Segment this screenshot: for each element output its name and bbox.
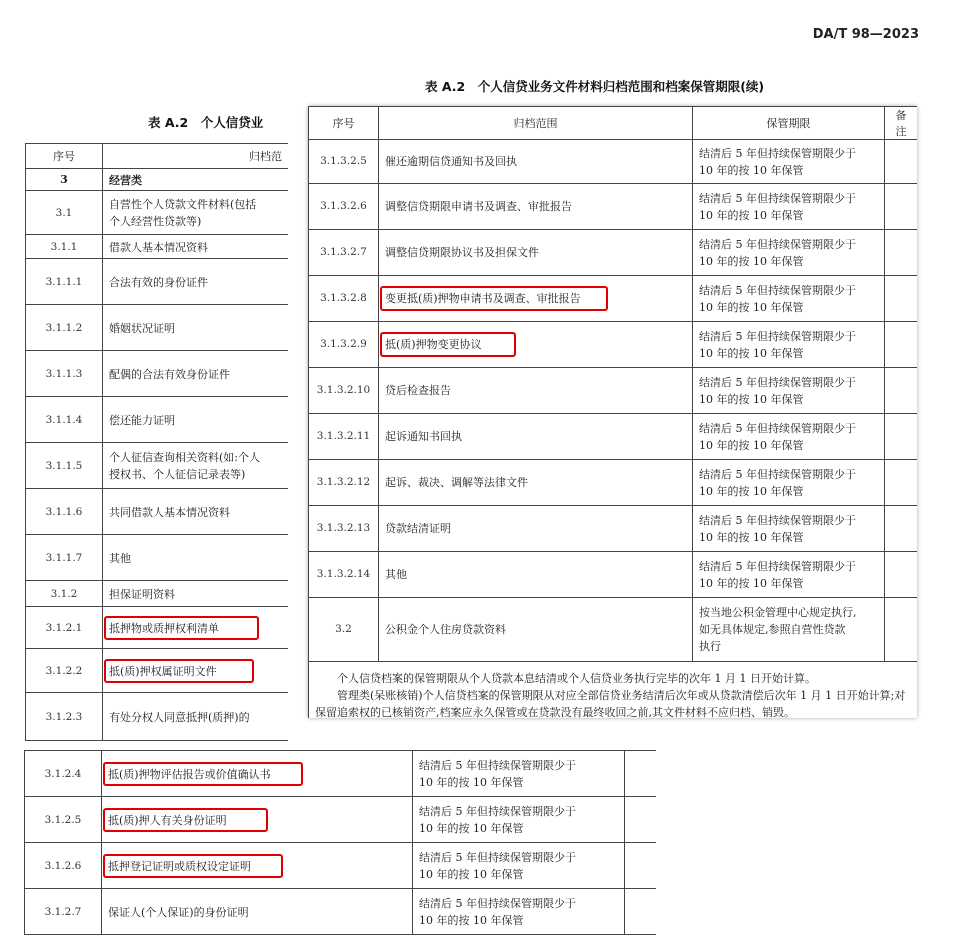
row-seq: 3.1.1.3 — [26, 351, 103, 397]
row-period — [693, 414, 885, 460]
table-row — [309, 598, 918, 662]
row-scope — [102, 843, 413, 889]
row-scope-line2: 个人经营性贷款等) — [109, 214, 202, 228]
highlight-box — [104, 855, 282, 877]
row-period-line1: 结清后 5 年但持续保管期限少于 — [419, 804, 576, 818]
highlight-box — [104, 809, 267, 831]
row-remark — [885, 276, 918, 322]
row-seq: 3.1.3.2.10 — [309, 368, 379, 414]
table-row — [26, 397, 289, 443]
row-scope-line1: 个人征信查询相关资料(如:个人 — [109, 450, 260, 464]
row-seq: 3.1.1.5 — [26, 443, 103, 489]
row-scope: 调整信贷期限协议书及担保文件 — [379, 230, 693, 276]
row-scope-text: 抵(质)押物变更协议 — [385, 338, 482, 351]
row-period — [693, 230, 885, 276]
table-row — [26, 351, 289, 397]
row-period-line2: 如无具体规定,参照自营性贷款 — [699, 623, 846, 636]
row-seq: 3.1.1.7 — [26, 535, 103, 581]
row-scope: 保证人(个人保证)的身份证明 — [102, 889, 413, 935]
front-header-period: 保管期限 — [693, 107, 885, 140]
note-paragraph-2: 管理类(呆账核销)个人信贷档案的保管期限从对应全部信贷业务结清后次年或从贷款清偿后次年 1 月 1 日开始计算;对保留追索权的已核销资产,档案应永久保管或在贷款没有最终收回之前,其文件材料不应归档、销毁。 — [315, 689, 906, 718]
row-seq: 3.1.3.2.6 — [309, 184, 379, 230]
row-scope: 催还逾期信贷通知书及回执 — [379, 140, 693, 184]
table-row — [309, 552, 918, 598]
row-remark — [885, 598, 918, 662]
table-row — [309, 460, 918, 506]
back-header-scope: 归档范 — [103, 144, 289, 169]
row-remark — [625, 797, 657, 843]
row-seq: 3.1 — [26, 191, 103, 235]
row-scope — [103, 443, 289, 489]
row-remark — [885, 184, 918, 230]
row-scope-text: 抵(质)押物评估报告或价值确认书 — [108, 767, 271, 781]
row-scope: 有处分权人同意抵押(质押)的 — [103, 693, 289, 741]
row-remark — [625, 751, 657, 797]
row-period-line2: 10 年的按 10 年保管 — [419, 775, 524, 789]
row-scope — [379, 322, 693, 368]
row-seq: 3.1.2 — [26, 581, 103, 607]
table-row — [309, 368, 918, 414]
row-period — [693, 322, 885, 368]
row-remark — [625, 889, 657, 935]
row-period-line2: 10 年的按 10 年保管 — [699, 484, 804, 498]
row-period-line2: 10 年的按 10 年保管 — [699, 438, 804, 452]
row-scope-line1: 自营性个人贷款文件材料(包括 — [109, 197, 257, 211]
table-row — [26, 259, 289, 305]
row-seq: 3.1.2.1 — [26, 607, 103, 649]
row-seq: 3.1.2.2 — [26, 649, 103, 693]
back-table-caption: 表 A.2 个人信贷业 — [148, 115, 264, 130]
row-scope: 共同借款人基本情况资料 — [103, 489, 289, 535]
row-seq: 3.1.1.4 — [26, 397, 103, 443]
row-scope-text: 抵押物或质押权利清单 — [109, 621, 219, 635]
row-period-line1: 结清后 5 年但持续保管期限少于 — [419, 850, 576, 864]
note-paragraph-1: 个人信贷档案的保管期限从个人贷款本息结清或个人信贷业务执行完毕的次年 1 月 1 日开始计算。 — [337, 672, 816, 685]
row-period-line2: 10 年的按 10 年保管 — [699, 392, 804, 406]
table-row — [26, 693, 289, 741]
row-remark — [885, 460, 918, 506]
row-period — [693, 184, 885, 230]
row-period-line2: 10 年的按 10 年保管 — [419, 913, 524, 927]
table-row — [25, 751, 657, 797]
row-scope-text: 抵押登记证明或质权设定证明 — [108, 859, 251, 873]
table-row — [26, 169, 289, 191]
highlight-box — [105, 660, 253, 682]
row-seq: 3.1.3.2.13 — [309, 506, 379, 552]
row-period — [693, 140, 885, 184]
row-scope-text: 抵(质)押人有关身份证明 — [108, 813, 227, 827]
row-period-line1: 结清后 5 年但持续保管期限少于 — [419, 896, 576, 910]
table-row — [25, 797, 657, 843]
row-period-line3: 执行 — [699, 640, 721, 653]
back-table-lower — [24, 750, 656, 937]
row-period-line2: 10 年的按 10 年保管 — [699, 254, 804, 268]
row-scope: 配偶的合法有效身份证件 — [103, 351, 289, 397]
row-period-line1: 结清后 5 年但持续保管期限少于 — [699, 283, 856, 297]
row-scope — [103, 607, 289, 649]
row-seq: 3.1.3.2.11 — [309, 414, 379, 460]
row-period — [693, 460, 885, 506]
row-scope — [103, 649, 289, 693]
row-scope-line2: 授权书、个人征信记录表等) — [109, 467, 246, 481]
row-seq: 3.1.3.2.8 — [309, 276, 379, 322]
table-row — [309, 506, 918, 552]
table-row — [26, 305, 289, 351]
row-seq: 3.1.3.2.14 — [309, 552, 379, 598]
row-scope: 担保证明资料 — [103, 581, 289, 607]
front-table-caption: 表 A.2 个人信贷业务文件材料归档范围和档案保管期限(续) — [425, 79, 765, 94]
highlight-box — [105, 617, 258, 639]
row-period — [693, 506, 885, 552]
row-period — [693, 276, 885, 322]
row-scope: 婚姻状况证明 — [103, 305, 289, 351]
row-scope-text: 抵(质)押权属证明文件 — [109, 664, 217, 678]
row-period-line2: 10 年的按 10 年保管 — [699, 163, 804, 177]
highlight-box — [381, 333, 515, 356]
row-period-line2: 10 年的按 10 年保管 — [699, 576, 804, 590]
row-remark — [885, 506, 918, 552]
row-seq: 3 — [26, 169, 103, 191]
row-scope: 合法有效的身份证件 — [103, 259, 289, 305]
table-row — [26, 443, 289, 489]
row-scope: 偿还能力证明 — [103, 397, 289, 443]
row-period-line2: 10 年的按 10 年保管 — [699, 346, 804, 360]
table-row — [26, 535, 289, 581]
front-header-remark: 备注 — [885, 107, 918, 140]
row-remark — [885, 414, 918, 460]
highlight-box — [104, 763, 302, 785]
table-row — [309, 230, 918, 276]
row-scope — [102, 751, 413, 797]
table-row — [309, 276, 918, 322]
front-header-seq: 序号 — [309, 107, 379, 140]
table-row — [26, 235, 289, 259]
row-scope: 调整信贷期限申请书及调查、审批报告 — [379, 184, 693, 230]
row-period — [413, 843, 625, 889]
row-period-line1: 结清后 5 年但持续保管期限少于 — [699, 237, 856, 251]
row-period — [413, 797, 625, 843]
row-scope — [102, 797, 413, 843]
row-seq: 3.2 — [309, 598, 379, 662]
row-seq: 3.1.1.2 — [26, 305, 103, 351]
row-scope: 起诉、裁决、调解等法律文件 — [379, 460, 693, 506]
table-row — [309, 322, 918, 368]
row-period-line1: 按当地公积金管理中心规定执行, — [699, 606, 857, 619]
row-scope: 其他 — [379, 552, 693, 598]
table-row — [26, 489, 289, 535]
row-period-line2: 10 年的按 10 年保管 — [419, 867, 524, 881]
row-seq: 3.1.2.3 — [26, 693, 103, 741]
row-seq: 3.1.2.4 — [25, 751, 102, 797]
table-row — [26, 649, 289, 693]
row-scope: 起诉通知书回执 — [379, 414, 693, 460]
row-scope — [379, 276, 693, 322]
row-seq: 3.1.3.2.5 — [309, 140, 379, 184]
row-remark — [885, 552, 918, 598]
row-period-line2: 10 年的按 10 年保管 — [419, 821, 524, 835]
row-period-line2: 10 年的按 10 年保管 — [699, 208, 804, 222]
row-period-line2: 10 年的按 10 年保管 — [699, 300, 804, 314]
row-period-line1: 结清后 5 年但持续保管期限少于 — [699, 191, 856, 205]
row-period — [413, 889, 625, 935]
row-remark — [885, 368, 918, 414]
row-scope: 其他 — [103, 535, 289, 581]
row-period-line1: 结清后 5 年但持续保管期限少于 — [699, 421, 856, 435]
row-remark — [885, 230, 918, 276]
row-period-line1: 结清后 5 年但持续保管期限少于 — [699, 559, 856, 573]
row-remark — [885, 140, 918, 184]
row-scope-text: 变更抵(质)押物申请书及调查、审批报告 — [385, 292, 581, 305]
standard-code: DA/T 98—2023 — [812, 27, 919, 42]
table-note — [309, 662, 918, 719]
row-remark — [885, 322, 918, 368]
table-row — [25, 889, 657, 935]
table-row — [309, 140, 918, 184]
highlight-box — [381, 287, 607, 310]
row-period — [693, 552, 885, 598]
row-seq: 3.1.2.5 — [25, 797, 102, 843]
row-period — [693, 598, 885, 662]
row-period-line1: 结清后 5 年但持续保管期限少于 — [699, 146, 856, 160]
front-header-scope: 归档范围 — [379, 107, 693, 140]
row-scope — [103, 191, 289, 235]
row-period — [693, 368, 885, 414]
row-period-line1: 结清后 5 年但持续保管期限少于 — [699, 513, 856, 527]
row-seq: 3.1.2.6 — [25, 843, 102, 889]
row-seq: 3.1.2.7 — [25, 889, 102, 935]
row-seq: 3.1.3.2.9 — [309, 322, 379, 368]
table-row — [309, 414, 918, 460]
row-scope: 贷后检查报告 — [379, 368, 693, 414]
row-scope: 经营类 — [103, 169, 289, 191]
row-period — [413, 751, 625, 797]
row-period-line1: 结清后 5 年但持续保管期限少于 — [419, 758, 576, 772]
row-scope: 借款人基本情况资料 — [103, 235, 289, 259]
table-row — [25, 843, 657, 889]
table-row — [26, 581, 289, 607]
row-scope: 公积金个人住房贷款资料 — [379, 598, 693, 662]
table-note-row — [309, 662, 918, 719]
row-remark — [625, 843, 657, 889]
row-seq: 3.1.3.2.12 — [309, 460, 379, 506]
row-seq: 3.1.1.1 — [26, 259, 103, 305]
row-seq: 3.1.1.6 — [26, 489, 103, 535]
table-row — [309, 184, 918, 230]
row-scope: 贷款结清证明 — [379, 506, 693, 552]
row-period-line2: 10 年的按 10 年保管 — [699, 530, 804, 544]
front-table — [308, 106, 917, 718]
row-period-line1: 结清后 5 年但持续保管期限少于 — [699, 375, 856, 389]
back-header-seq: 序号 — [26, 144, 103, 169]
row-seq: 3.1.1 — [26, 235, 103, 259]
row-period-line1: 结清后 5 年但持续保管期限少于 — [699, 467, 856, 481]
row-seq: 3.1.3.2.7 — [309, 230, 379, 276]
table-row — [26, 607, 289, 649]
table-row — [26, 191, 289, 235]
row-period-line1: 结清后 5 年但持续保管期限少于 — [699, 329, 856, 343]
